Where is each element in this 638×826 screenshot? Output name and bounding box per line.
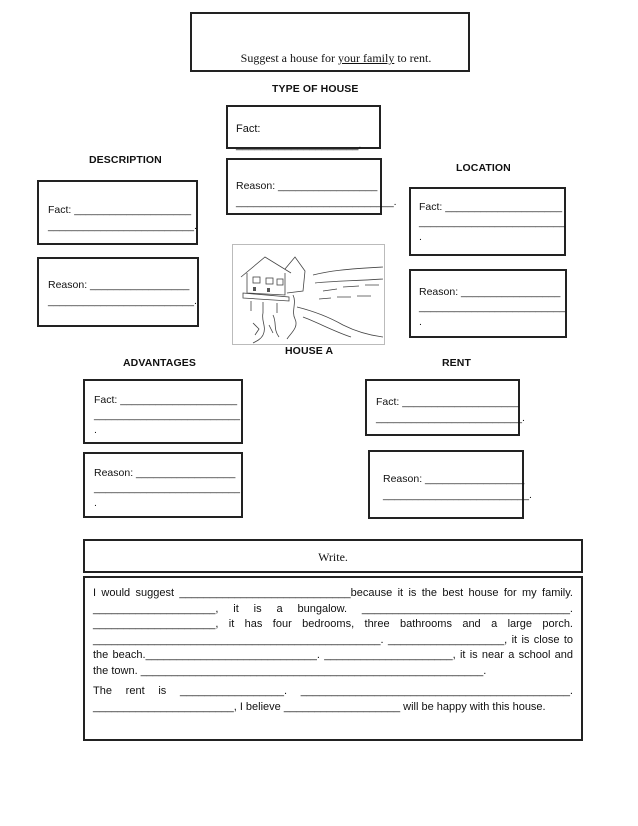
rent-fact-text: Fact: ____________________ _________________________. bbox=[376, 396, 525, 424]
rent-reason-box bbox=[368, 450, 532, 519]
title-box bbox=[190, 12, 470, 72]
write-body bbox=[93, 586, 573, 715]
rent-reason-text: Reason: _________________ _________________________. bbox=[383, 473, 532, 501]
heading-type-of-house: TYPE OF HOUSE bbox=[272, 83, 359, 95]
description-reason-text: Reason: _________________ _________________________. bbox=[48, 279, 197, 307]
type-reason-box bbox=[226, 158, 397, 215]
description-fact-text: Fact: ____________________ _________________________. bbox=[48, 204, 197, 232]
write-header-box bbox=[83, 539, 583, 573]
advantages-reason-box bbox=[83, 452, 243, 518]
location-fact-text: Fact: ____________________ _________________________ . bbox=[419, 201, 565, 243]
location-reason-text: Reason: _________________ _________________________ . bbox=[419, 286, 565, 328]
title-text: Suggest a house for your family to rent. bbox=[240, 51, 432, 65]
heading-rent: RENT bbox=[442, 357, 471, 369]
write-paragraph-2: The rent is _________________. ____________________________________________. _______________________, I believe ___________________ will be happy with this house. bbox=[93, 685, 573, 713]
location-reason-box bbox=[409, 269, 567, 338]
location-fact-box bbox=[409, 187, 566, 256]
type-fact-text: Fact: ____________________. bbox=[236, 123, 362, 151]
description-reason-box bbox=[37, 257, 199, 327]
house-image bbox=[232, 244, 385, 345]
advantages-fact-text: Fact: ____________________ _________________________ . bbox=[94, 394, 240, 436]
rent-fact-box bbox=[365, 379, 525, 436]
description-fact-box bbox=[37, 180, 198, 245]
write-paragraph-1: I would suggest ____________________________because it is the best house for my family. ____________________, it is a bungalow. __________________________________. ____________________, it has four bedrooms, three bathrooms and a large porch. _______________________________________________. ___________________, it is close to the beach.____________________________. _____________________, it is near a school and the town. ________________________________________________________. bbox=[93, 587, 573, 677]
write-header-text: Write. bbox=[318, 550, 348, 564]
heading-house-a: HOUSE A bbox=[285, 345, 334, 357]
heading-description: DESCRIPTION bbox=[89, 154, 162, 166]
type-fact-box bbox=[226, 105, 381, 149]
type-reason-text: Reason: _________________ ___________________________. bbox=[236, 180, 397, 208]
heading-advantages: ADVANTAGES bbox=[123, 357, 196, 369]
house-on-cliff-illustration bbox=[233, 245, 384, 344]
write-body-box bbox=[83, 576, 583, 741]
advantages-reason-text: Reason: _________________ _________________________ . bbox=[94, 467, 240, 509]
heading-location: LOCATION bbox=[456, 162, 511, 174]
advantages-fact-box bbox=[83, 379, 243, 444]
